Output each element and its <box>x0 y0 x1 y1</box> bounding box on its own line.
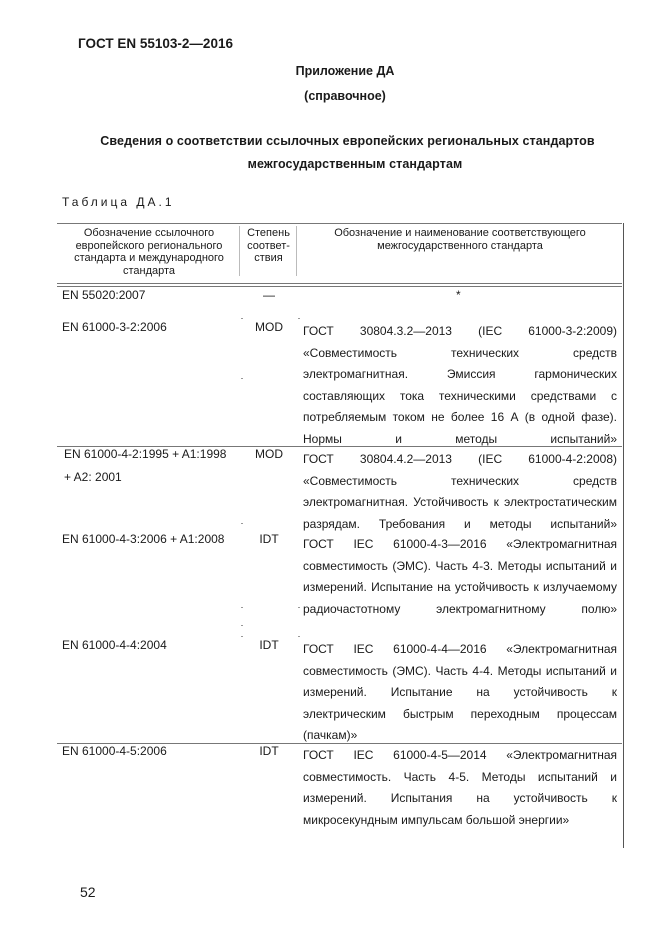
row-ref: EN 61000-3-2:2006 <box>62 320 167 334</box>
grid-tick <box>241 625 243 626</box>
header-bottom-rule-double <box>57 286 622 287</box>
table-top-rule <box>57 223 622 224</box>
row-desc <box>303 639 617 747</box>
desc-text: ГОСТ 30804.4.2—2013 (IEC 61000-4-2:2008) «Совместимость технических средств электромагнитная. Устойчивость к электростатическим разрядам. Требования и методы испытаний» <box>303 452 617 531</box>
annex-title: Приложение ДА <box>295 64 395 78</box>
row-ref-continued: + A2: 2001 <box>64 470 122 484</box>
page-number: 52 <box>80 884 96 900</box>
column-header-degree: Степень соответ-ствия <box>247 227 290 264</box>
row-desc <box>303 449 617 535</box>
row-ref: EN 61000-4-5:2006 <box>62 744 167 758</box>
row-ref: EN 61000-4-3:2006 + A1:2008 <box>62 532 225 546</box>
grid-tick <box>241 607 243 608</box>
row-desc <box>303 745 617 831</box>
desc-text: ГОСТ IEC 61000-4-4—2016 «Электромагнитная совместимость (ЭМС). Часть 4-4. Методы испытаний и измерений. Испытание на устойчивость к электрическим быстрым переходным процессам (пачкам)» <box>303 642 617 742</box>
row-degree: IDT <box>259 532 279 546</box>
desc-text: ГОСТ IEC 61000-4-3—2016 «Электромагнитная совместимость (ЭМС). Часть 4-3. Методы испытаний и измерений. Испытание на устойчивость к излучаемому радиочастотному электромагнитному полю» <box>303 537 617 616</box>
document-title-line1: Сведения о соответствии ссылочных европейских региональных стандартов <box>100 134 595 148</box>
grid-tick <box>241 636 243 637</box>
desc-text: ГОСТ 30804.3.2—2013 (IEC 61000-3-2:2009) «Совместимость технических средств электромагнитная. Эмиссия гармонических составляющих тока техническими средствами с потребляемым током не более 16 А (в одной фазе). Нормы и методы испытаний» <box>303 324 617 446</box>
row-desc <box>303 321 617 450</box>
row-desc: * <box>456 288 461 302</box>
row-desc <box>303 534 617 620</box>
column-header-interstate: Обозначение и наименование соответствующего межгосударственного стандарта <box>334 227 586 252</box>
grid-tick <box>298 607 300 608</box>
header-bottom-rule <box>57 283 622 284</box>
row-degree: — <box>263 288 275 302</box>
row-degree: IDT <box>259 638 279 652</box>
table-caption: Таблица ДА.1 <box>62 195 175 209</box>
row-ref: EN 55020:2007 <box>62 288 146 302</box>
row-ref: EN 61000-4-2:1995 + A1:1998 <box>64 447 227 461</box>
column-header-ref: Обозначение ссылочного европейского регионального стандарта и международного стандарта <box>74 227 224 277</box>
row-degree: IDT <box>259 744 279 758</box>
table-right-border <box>623 223 624 848</box>
grid-tick <box>298 318 300 319</box>
grid-tick <box>241 378 243 379</box>
standard-header: ГОСТ EN 55103-2—2016 <box>78 36 233 51</box>
column-divider <box>239 226 240 276</box>
column-divider <box>296 226 297 276</box>
annex-note: (справочное) <box>304 89 386 103</box>
grid-tick <box>298 636 300 637</box>
grid-tick <box>241 523 243 524</box>
document-title-line2: межгосударственным стандартам <box>247 157 463 171</box>
grid-tick <box>241 318 243 319</box>
row-degree: MOD <box>255 447 283 461</box>
row-degree: MOD <box>255 320 283 334</box>
row-ref: EN 61000-4-4:2004 <box>62 638 167 652</box>
desc-text: ГОСТ IEC 61000-4-5—2014 «Электромагнитная совместимость. Часть 4-5. Методы испытаний и измерений. Испытания на устойчивость к микросекундным импульсам большой энергии» <box>303 748 617 827</box>
